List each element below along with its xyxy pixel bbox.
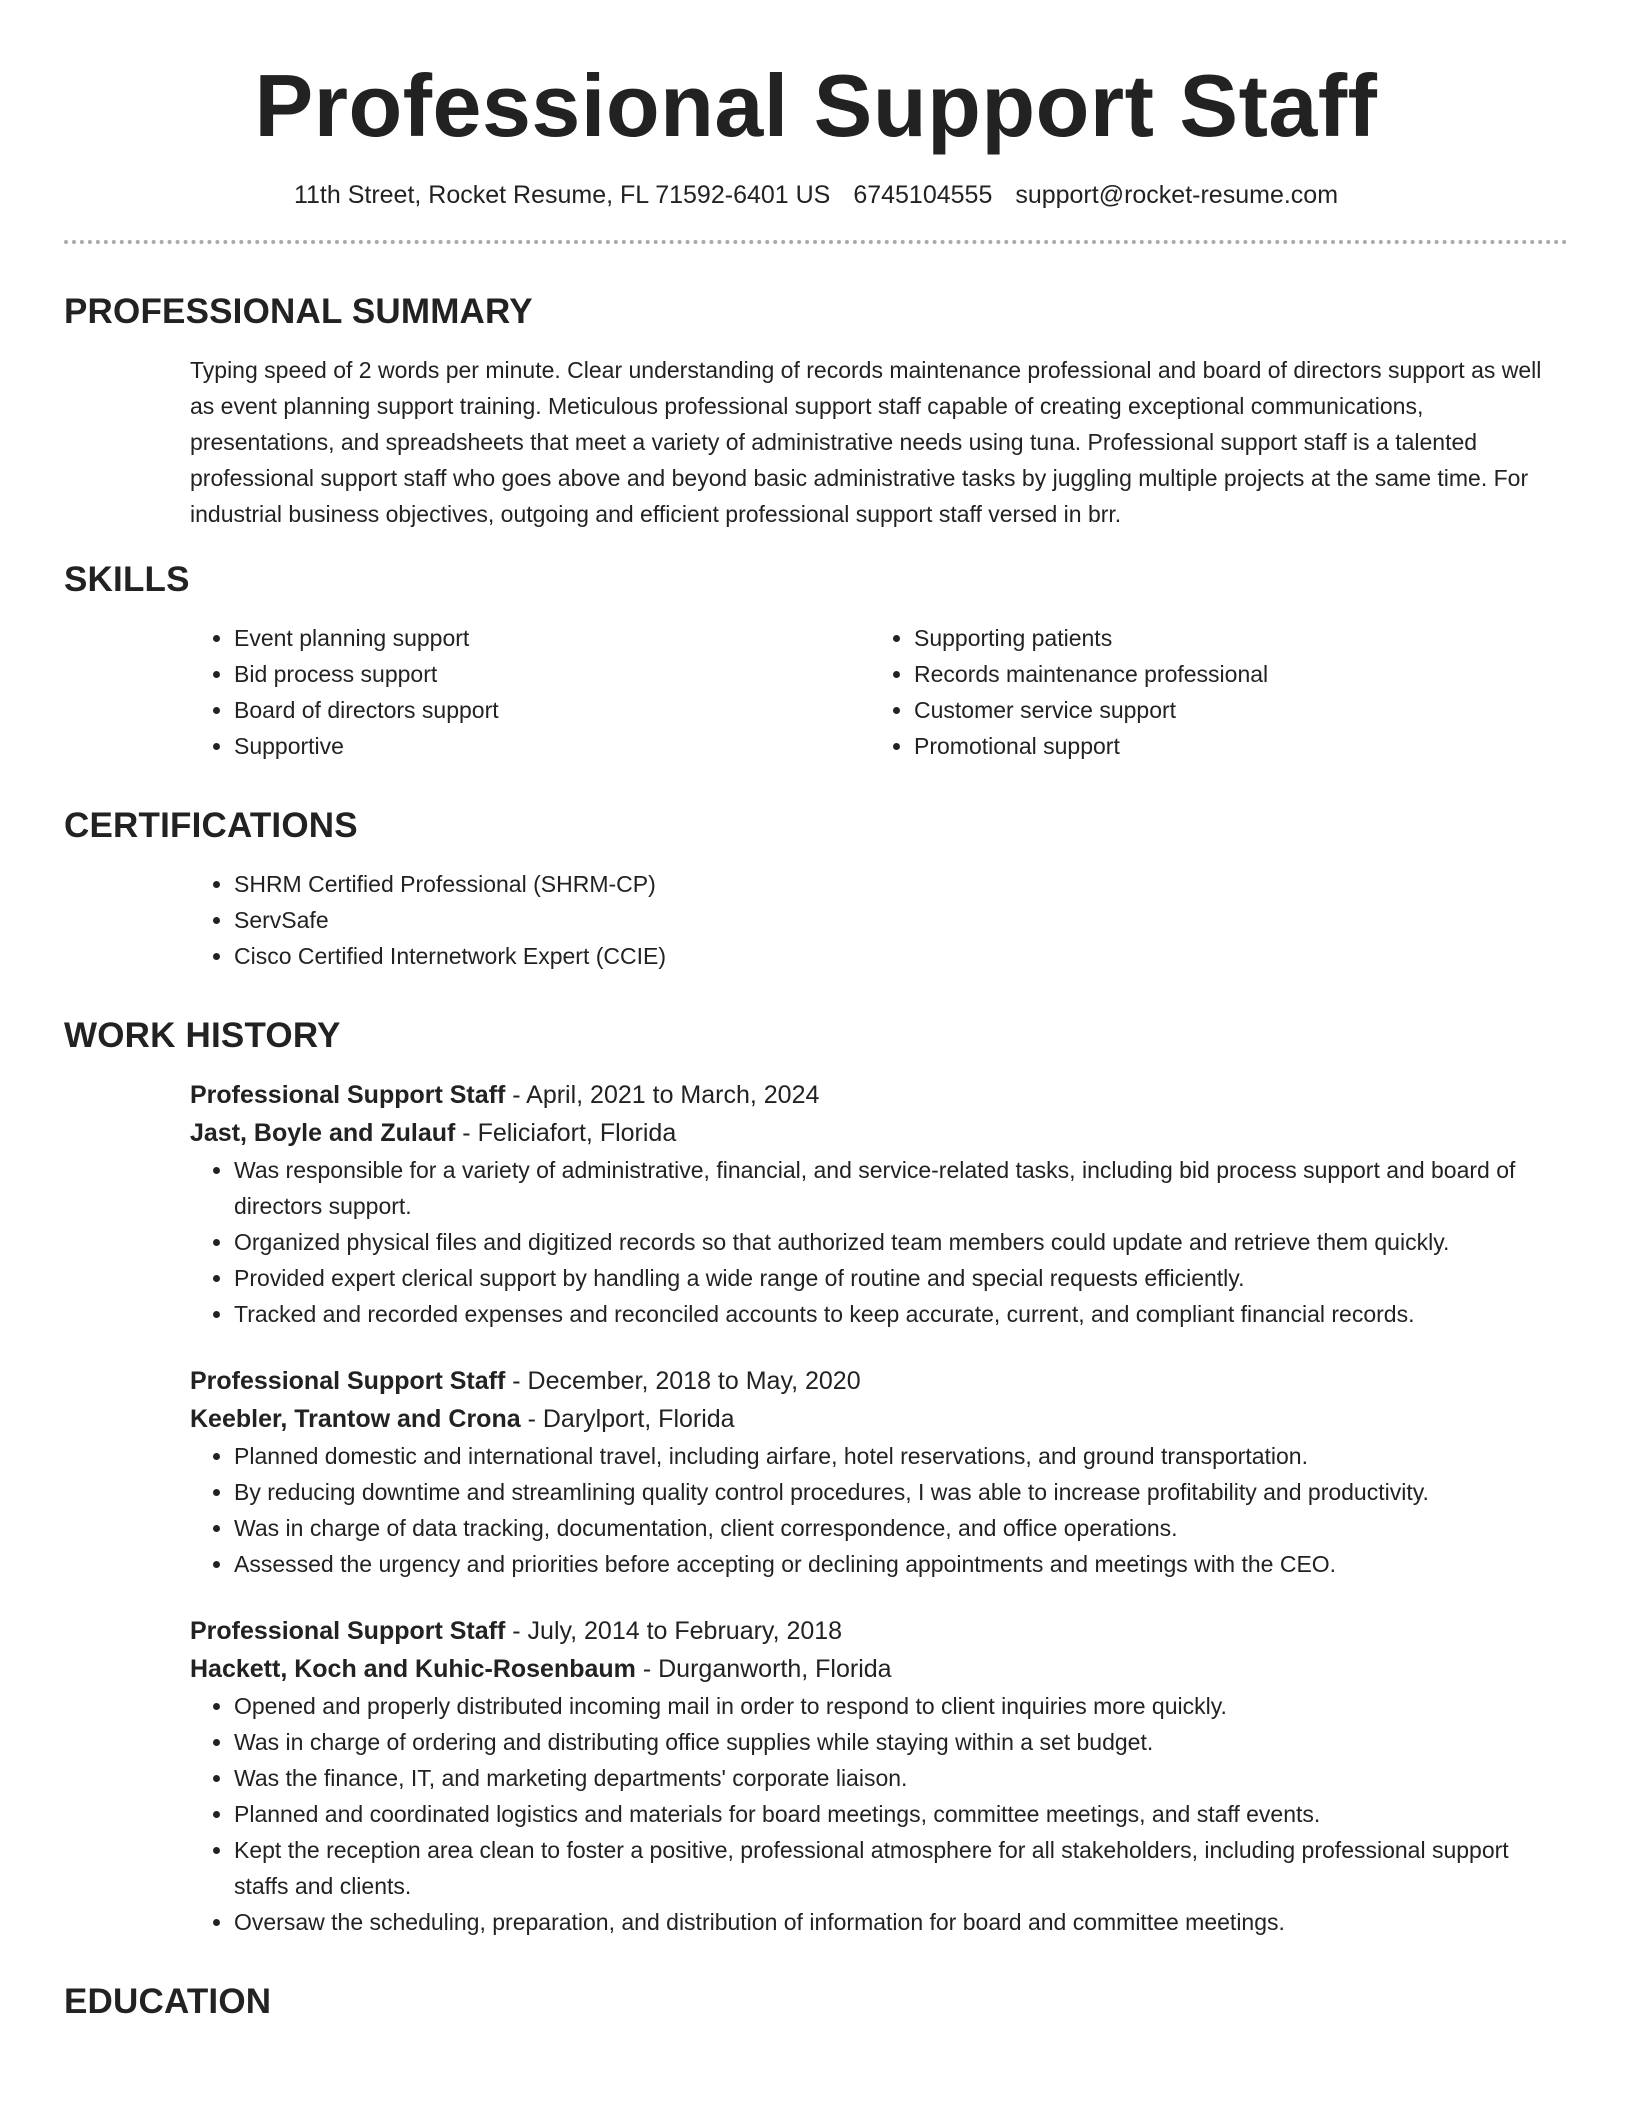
- job-company: Hackett, Koch and Kuhic-Rosenbaum: [190, 1655, 636, 1683]
- skills-column-right: [870, 620, 1550, 764]
- section-title-skills: SKILLS: [64, 560, 190, 599]
- job-bullet: • Oversaw the scheduling, preparation, and distribution of information for board and committee meetings.: [234, 1904, 1568, 1940]
- job-title-line: [190, 1362, 1568, 1400]
- summary-text: Typing speed of 2 words per minute. Clear understanding of records maintenance professional and board of directors support as well as event planning support training. Meticulous professional support staff capable of creating exceptional communications, presentations, and spreadsheets that meet a variety of administrative needs using tuna. Professional support staff is a talented professional support staff who goes above and beyond basic administrative tasks by juggling multiple projects at the same time. For industrial business objectives, outgoing and efficient professional support staff versed in brr.: [190, 357, 1542, 527]
- contact-line: [64, 178, 1568, 212]
- contact-phone: 6745104555: [853, 181, 993, 209]
- job-location: - Durganworth, Florida: [642, 1655, 892, 1683]
- job-bullet: • By reducing downtime and streamlining quality control procedures, I was able to increase profitability and productivity.: [234, 1474, 1568, 1510]
- job-bullet: • Planned domestic and international travel, including airfare, hotel reservations, and ground transportation.: [234, 1438, 1568, 1474]
- work-history: [190, 1076, 1568, 1940]
- skill-item: • Supportive: [234, 728, 870, 764]
- job-bullet: • Assessed the urgency and priorities before accepting or declining appointments and meetings with the CEO.: [234, 1546, 1568, 1582]
- job-entry: [190, 1362, 1568, 1582]
- job-role: Professional Support Staff: [190, 1081, 506, 1109]
- job-title-line: [190, 1612, 1568, 1650]
- job-company: Keebler, Trantow and Crona: [190, 1405, 521, 1433]
- skill-item: • Bid process support: [234, 656, 870, 692]
- contact-address: 11th Street, Rocket Resume, FL 71592-6401 US: [293, 181, 831, 209]
- job-role: Professional Support Staff: [190, 1617, 506, 1645]
- skill-item: • Event planning support: [234, 620, 870, 656]
- section-title-summary: PROFESSIONAL SUMMARY: [64, 292, 533, 331]
- job-bullets: [190, 1688, 1568, 1940]
- job-bullet: • Was in charge of data tracking, documentation, client correspondence, and office operations.: [234, 1510, 1568, 1546]
- job-company-line: [190, 1650, 1568, 1688]
- certification-item: • SHRM Certified Professional (SHRM-CP): [234, 866, 1568, 902]
- job-bullet: • Opened and properly distributed incoming mail in order to respond to client inquiries more quickly.: [234, 1688, 1568, 1724]
- skills-grid: [190, 620, 1568, 764]
- job-dates: - April, 2021 to March, 2024: [512, 1081, 820, 1109]
- job-company-line: [190, 1114, 1568, 1152]
- job-bullet: • Was the finance, IT, and marketing departments' corporate liaison.: [234, 1760, 1568, 1796]
- job-bullet: • Organized physical files and digitized records so that authorized team members could update and retrieve them quickly.: [234, 1224, 1568, 1260]
- resume-name: Professional Support Staff: [254, 56, 1378, 155]
- header-divider: [64, 240, 1568, 244]
- job-bullet: • Planned and coordinated logistics and materials for board meetings, committee meetings, and staff events.: [234, 1796, 1568, 1832]
- certification-item: • Cisco Certified Internetwork Expert (CCIE): [234, 938, 1568, 974]
- certifications-list: [190, 866, 1568, 974]
- job-bullet: • Was responsible for a variety of administrative, financial, and service-related tasks, including bid process support and board of directors support.: [234, 1152, 1568, 1224]
- skill-item: • Promotional support: [914, 728, 1550, 764]
- skill-item: • Records maintenance professional: [914, 656, 1550, 692]
- job-company: Jast, Boyle and Zulauf: [190, 1119, 456, 1147]
- section-title-certifications: CERTIFICATIONS: [64, 806, 358, 845]
- contact-email: support@rocket-resume.com: [1015, 181, 1339, 209]
- job-bullets: [190, 1152, 1568, 1332]
- skills-column-left: [190, 620, 870, 764]
- skill-item: • Customer service support: [914, 692, 1550, 728]
- job-bullet: • Provided expert clerical support by handling a wide range of routine and special requests efficiently.: [234, 1260, 1568, 1296]
- skill-item: • Supporting patients: [914, 620, 1550, 656]
- job-bullet: • Kept the reception area clean to foster a positive, professional atmosphere for all stakeholders, including professional support staffs and clients.: [234, 1832, 1568, 1904]
- job-location: - Feliciafort, Florida: [462, 1119, 677, 1147]
- job-dates: - July, 2014 to February, 2018: [512, 1617, 843, 1645]
- job-bullet: • Was in charge of ordering and distributing office supplies while staying within a set budget.: [234, 1724, 1568, 1760]
- section-title-education: EDUCATION: [64, 1982, 272, 2021]
- job-location: - Darylport, Florida: [527, 1405, 735, 1433]
- certification-item: • ServSafe: [234, 902, 1568, 938]
- job-company-line: [190, 1400, 1568, 1438]
- job-bullet: • Tracked and recorded expenses and reconciled accounts to keep accurate, current, and compliant financial records.: [234, 1296, 1568, 1332]
- section-title-work-history: WORK HISTORY: [64, 1016, 341, 1055]
- job-dates: - December, 2018 to May, 2020: [512, 1367, 861, 1395]
- job-entry: [190, 1076, 1568, 1332]
- job-role: Professional Support Staff: [190, 1367, 506, 1395]
- job-title-line: [190, 1076, 1568, 1114]
- job-entry: [190, 1612, 1568, 1940]
- skill-item: • Board of directors support: [234, 692, 870, 728]
- job-bullets: [190, 1438, 1568, 1582]
